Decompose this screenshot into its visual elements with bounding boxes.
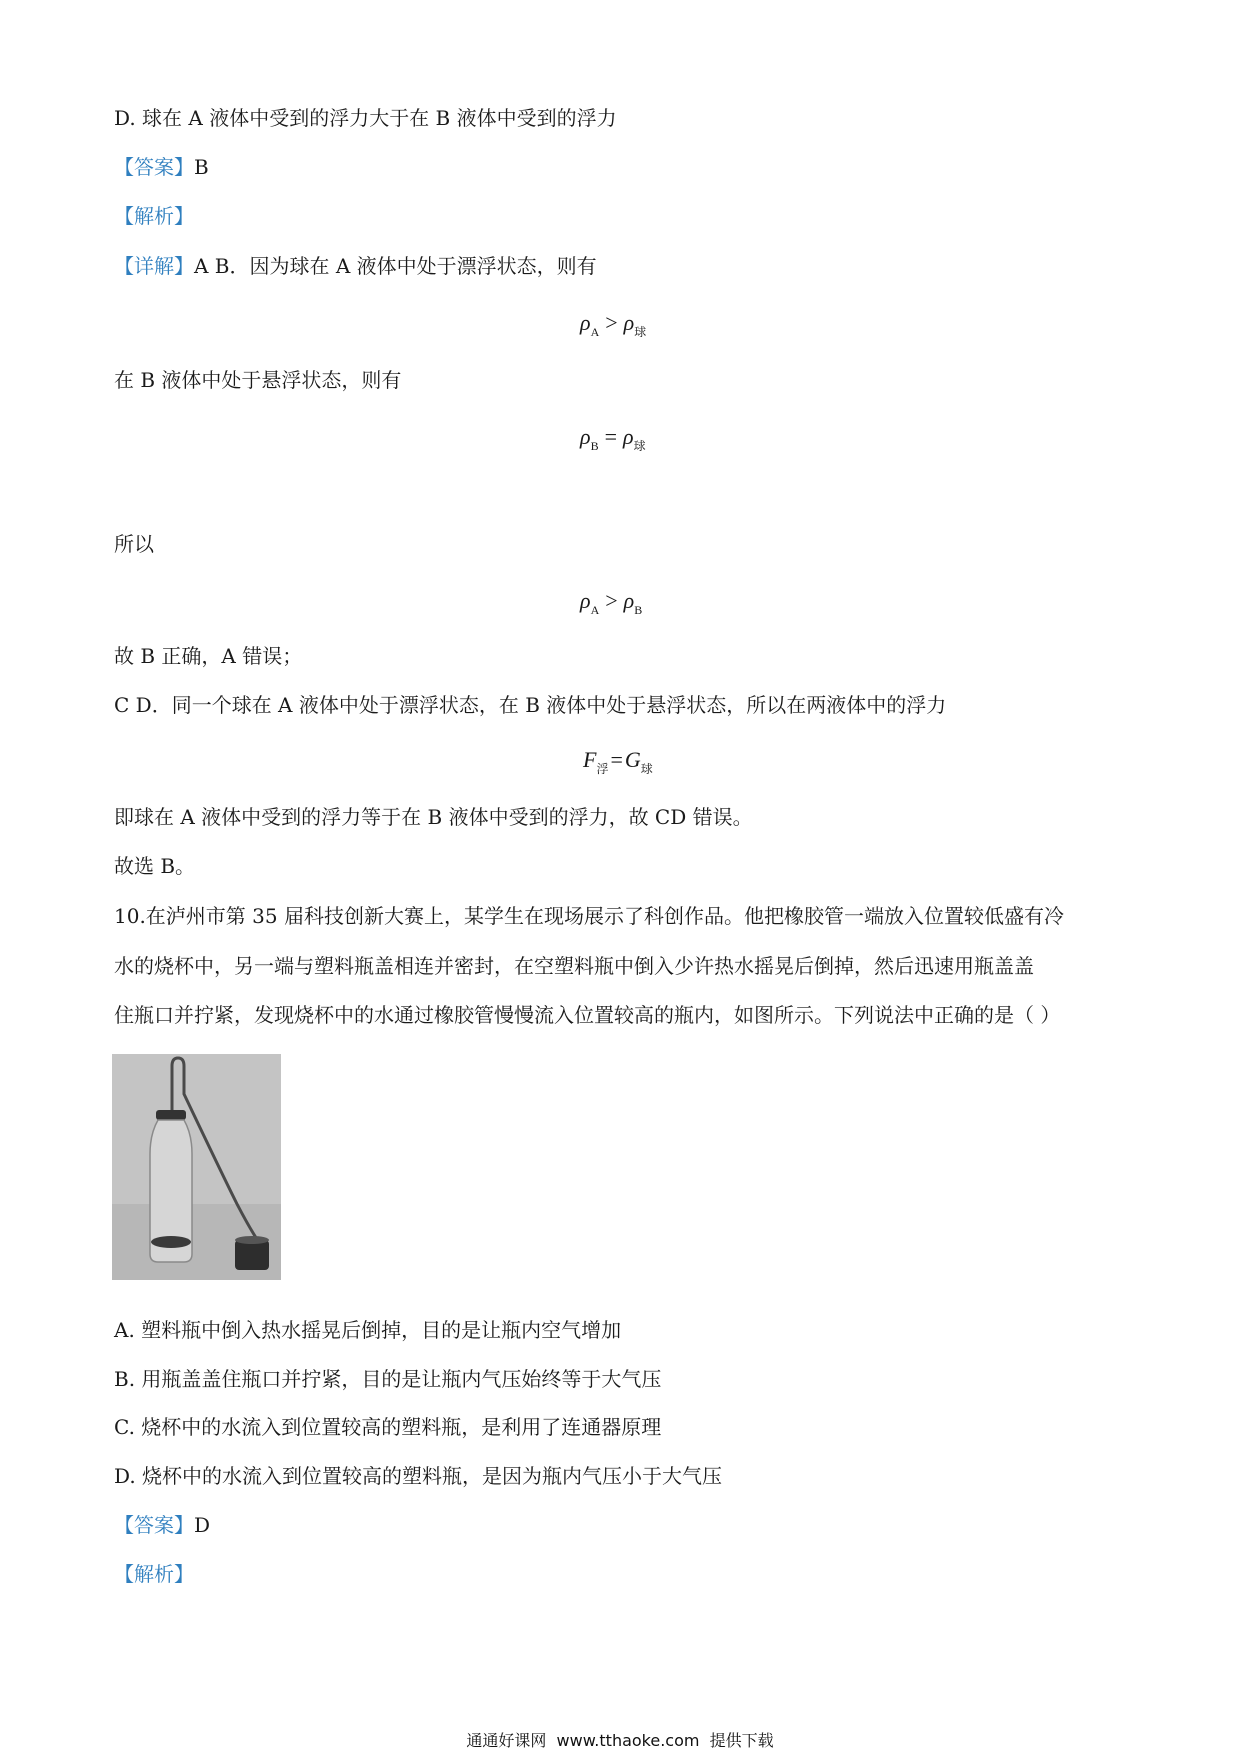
- experiment-photo: [112, 1054, 281, 1280]
- q9-text-b: 在 B 液体中处于悬浮状态，则有: [114, 368, 402, 392]
- formula-lhs: ρ: [580, 588, 591, 613]
- formula-rhs: ρ: [623, 424, 634, 449]
- formula-rhs-sub: 球: [633, 439, 646, 453]
- q10-answer: [114, 1511, 210, 1539]
- q10-stem-line-1: 10.在泸州市第 35 届科技创新大赛上，某学生在现场展示了科创作品。他把橡胶管一端放入位置较低盛有冷: [114, 904, 1064, 928]
- q9-text-so: 所以: [114, 532, 154, 556]
- page-footer: 通通好课网 www.tthaoke.com 提供下载: [466, 1731, 774, 1750]
- formula-lhs-sub: A: [590, 325, 600, 339]
- formula-rhs-sub: 球: [640, 762, 653, 776]
- formula-lhs: ρ: [580, 424, 591, 449]
- formula-rhs: G: [624, 747, 641, 772]
- detail-text: A B．因为球在 A 液体中处于漂浮状态，则有: [194, 254, 597, 278]
- answer-value: D: [194, 1513, 211, 1537]
- formula-rhs: ρ: [623, 310, 635, 335]
- q10-option-d: D. 烧杯中的水流入到位置较高的塑料瓶，是因为瓶内气压小于大气压: [114, 1464, 723, 1488]
- q10-stem-line-3: 住瓶口并拧紧，发现烧杯中的水通过橡胶管慢慢流入位置较高的瓶内，如图所示。下列说法中正确的是（ ）: [114, 1003, 1061, 1027]
- q9-text-cd: C D．同一个球在 A 液体中处于漂浮状态，在 B 液体中处于悬浮状态，所以在两液体中的浮力: [114, 693, 947, 717]
- formula-density-a-gt-b: [580, 586, 642, 619]
- formula-density-b-eq-ball: [580, 422, 646, 455]
- formula-op: >: [605, 310, 618, 335]
- answer-value: B: [194, 155, 209, 179]
- formula-lhs-sub: 浮: [596, 762, 609, 776]
- bottle-siphon-illustration: [112, 1054, 281, 1280]
- formula-rhs: ρ: [623, 588, 635, 613]
- q9-answer: [114, 153, 209, 181]
- q10-option-c: C. 烧杯中的水流入到位置较高的塑料瓶，是利用了连通器原理: [114, 1415, 662, 1439]
- formula-lhs: ρ: [580, 310, 591, 335]
- q10-stem-line-2: 水的烧杯中，另一端与塑料瓶盖相连并密封，在空塑料瓶中倒入少许热水摇晃后倒掉，然后迅速用瓶盖盖: [114, 954, 1034, 978]
- formula-lhs-sub: B: [590, 439, 599, 453]
- formula-rhs-sub: B: [634, 603, 643, 617]
- answer-label: 【答案】: [114, 1513, 194, 1537]
- formula-lhs-sub: A: [590, 603, 600, 617]
- q9-choose: 故选 B。: [114, 854, 196, 878]
- answer-label: 【答案】: [114, 155, 194, 179]
- q10-option-b: B. 用瓶盖盖住瓶口并拧紧，目的是让瓶内气压始终等于大气压: [114, 1367, 662, 1391]
- detail-label: 【详解】: [114, 254, 194, 278]
- q10-analysis-label: 【解析】: [114, 1562, 194, 1586]
- q9-detail: [114, 252, 597, 280]
- q9-conclusion-1: 故 B 正确，A 错误；: [114, 644, 303, 668]
- formula-op: >: [605, 588, 618, 613]
- formula-op: =: [604, 424, 617, 449]
- formula-op: =: [610, 747, 623, 772]
- formula-buoyancy-eq-gravity: [583, 745, 653, 778]
- q9-text-equal: 即球在 A 液体中受到的浮力等于在 B 液体中受到的浮力，故 CD 错误。: [114, 805, 753, 829]
- prev-option-d: D. 球在 A 液体中受到的浮力大于在 B 液体中受到的浮力: [114, 106, 617, 130]
- formula-rhs-sub: 球: [634, 325, 647, 339]
- formula-lhs: F: [583, 747, 597, 772]
- formula-density-a-gt-ball: [580, 308, 646, 341]
- q9-analysis-label: 【解析】: [114, 204, 194, 228]
- q10-option-a: A. 塑料瓶中倒入热水摇晃后倒掉，目的是让瓶内空气增加: [114, 1318, 622, 1342]
